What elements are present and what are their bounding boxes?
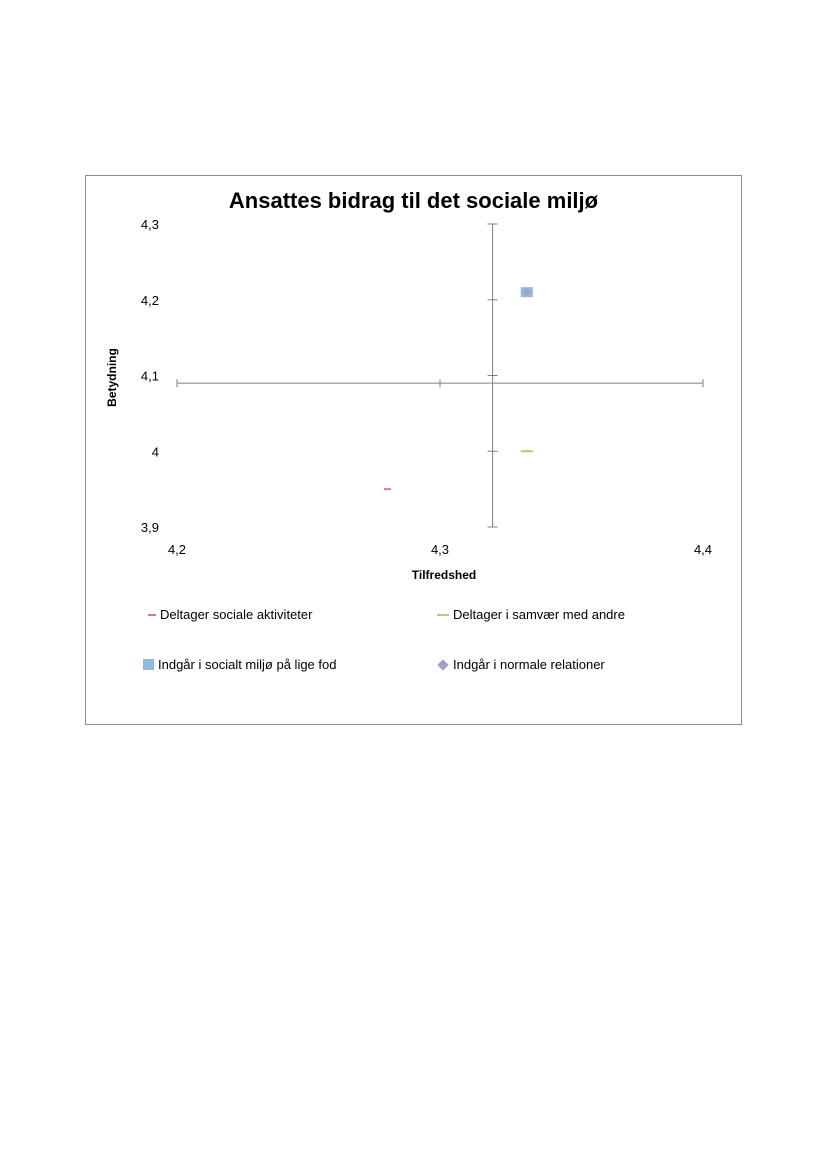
legend-swatch-2 <box>143 659 154 670</box>
x-tick-label: 4,3 <box>430 542 450 557</box>
data-point-series-1 <box>521 450 533 452</box>
y-tick-label: 4,3 <box>140 217 159 232</box>
legend-label-0: Deltager sociale aktiviteter <box>160 607 313 622</box>
y-axis-title: Betydning <box>105 348 119 407</box>
legend-label-2: Indgår i socialt miljø på lige fod <box>158 657 337 672</box>
legend-swatch-0 <box>148 614 156 616</box>
chart-title: Ansattes bidrag til det sociale miljø <box>228 188 599 213</box>
legend-item-3 <box>437 657 605 672</box>
x-tick-label: 4,2 <box>167 542 187 557</box>
legend-swatch-3 <box>437 659 448 670</box>
legend-item-0 <box>148 607 312 622</box>
legend-label-1: Deltager i samvær med andre <box>453 607 625 622</box>
scatter-chart <box>86 176 743 726</box>
legend-item-2 <box>143 657 336 672</box>
legend-swatch-1 <box>437 614 449 616</box>
chart-frame <box>85 175 742 725</box>
legend-item-1 <box>437 607 625 622</box>
y-tick-label: 3,9 <box>140 520 159 535</box>
x-tick-label: 4,4 <box>693 542 713 557</box>
y-tick-label: 4,2 <box>140 292 159 308</box>
data-point-series-0 <box>384 488 391 490</box>
legend-label-3: Indgår i normale relationer <box>453 657 605 672</box>
y-tick-label: 4,1 <box>140 368 159 384</box>
y-tick-label: 4 <box>151 444 159 460</box>
x-axis-title: Tilfredshed <box>411 568 477 582</box>
